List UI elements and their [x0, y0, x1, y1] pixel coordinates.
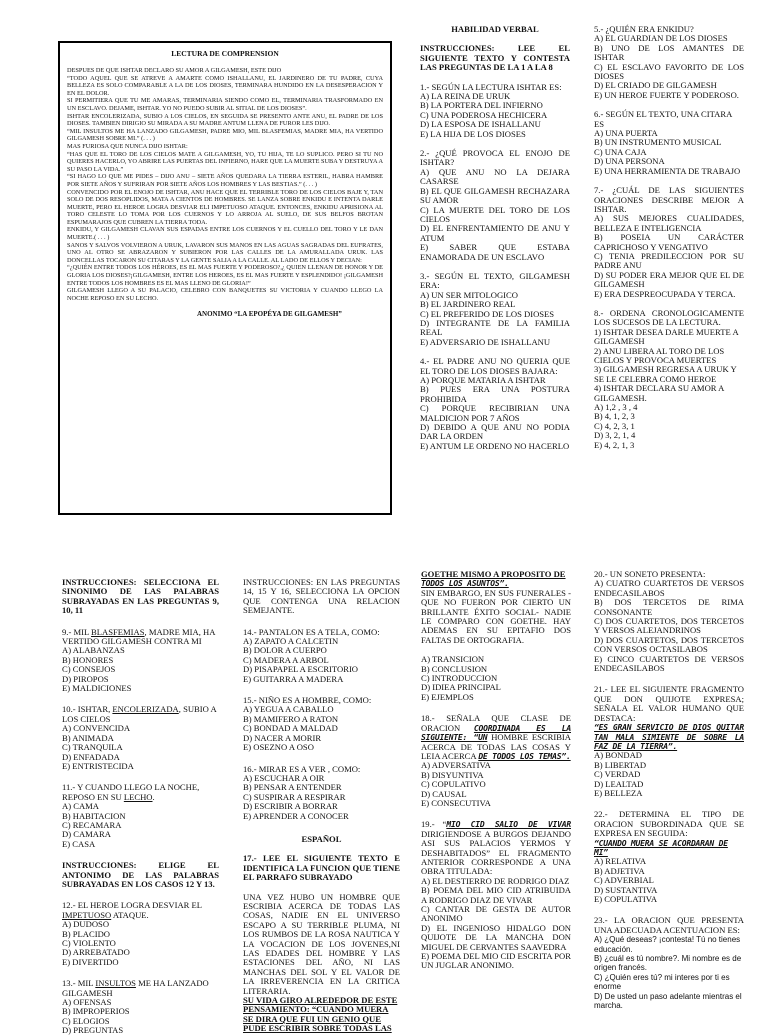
- question-18: 18.- SEÑALA QUE CLASE DE ORACION COORDINADA ES LA SIGUIENTE: “UN HOMBRE ESCRIBIA ACERCA DE TODAS LAS COSAS Y LEIA ACERCA DE TODOS LOS TEMAS”.: [421, 713, 571, 761]
- option: C) VERDAD: [594, 769, 641, 780]
- option: D) ENFADADA: [62, 751, 120, 762]
- underlined-word: ENCOLERIZADA: [112, 704, 179, 715]
- option: A) CAMA: [62, 801, 100, 812]
- question-8: 8.- ORDENA CRONOLOGICAMENTE LOS SUCESOS DE LA LECTURA.: [594, 307, 744, 328]
- option: B) LA PORTERA DEL INFIERNO: [420, 100, 543, 111]
- option: D) INTEGRANTE DE LA FAMILIA REAL: [420, 317, 570, 338]
- section-title: HABILIDAD VERBAL: [451, 24, 539, 34]
- question-21: 21.- LEE EL SIGUIENTE FRAGMENTO QUE DON QUIJOTE EXPRESA; SEÑALA EL VALOR HUMANO QUE DESTACA:: [594, 684, 744, 723]
- option: D) IDIEA PRINCIPAL: [421, 682, 501, 693]
- highlighted-phrase: MIO CID SALIO DE VIVAR: [446, 820, 571, 830]
- instructions: INSTRUCCIONES: SELECCIONA EL SINONIMO DE LAS PALABRAS SUBRAYADAS EN LAS PREGUNTAS 9, 10, 11: [62, 577, 219, 616]
- instructions: INSTRUCCIONES: LEE EL SIGUIENTE TEXTO Y CONTESTA LAS PREGUNTAS DE LA 1 A LA 8: [420, 43, 570, 73]
- option: E) CINCO CUARTETOS DE VERSOS ENDECASILABOS: [594, 653, 744, 674]
- option: C) UNA CAJA: [594, 146, 647, 157]
- reading-box: [58, 41, 392, 515]
- question-14: 14.- PANTALON ES A TELA, COMO:: [243, 626, 380, 637]
- option: A) TRANSICION: [421, 654, 485, 665]
- option: C) BONDAD A MALDAD: [243, 723, 338, 734]
- option: C) CANTAR DE GESTA DE AUTOR ANONIMO: [421, 904, 571, 924]
- question-4: 4.- EL PADRE ANU NO QUERIA QUE EL TORO DE LOS DIOSES BAJARA:: [420, 356, 570, 376]
- option: C) ELOGIOS: [62, 1015, 110, 1026]
- option: A) CUATRO CUARTETOS DE VERSOS ENDECASILABOS: [594, 578, 744, 598]
- option: B) UNO DE LOS AMANTES DE ISHTAR: [594, 42, 744, 63]
- question-1: 1.- SEGÚN LA LECTURA ISHTAR ES:: [420, 81, 562, 92]
- option: A) RELATIVA: [594, 856, 647, 867]
- option: A) DUDOSO: [62, 919, 110, 930]
- option: A) SUS MEJORES CUALIDADES, BELLEZA E INTELIGENCIA: [594, 213, 744, 233]
- option: B) MAMIFERO A RATON: [243, 713, 339, 724]
- question-22: 22.- DETERMINA EL TIPO DE ORACION SUBORDINADA QUE SE EXPRESA EN SEGUIDA:: [594, 809, 744, 839]
- reading-paragraph: “TODO AQUEL QUE SE ATREVE A AMARTE COMO ISHALLANU, EL JARDINERO DE TU PADRE, CUYA BELLEZA ES SOLO COMPARABLE A LA DE LOS DIOSES, TERMINARA HUNDIDO EN LA DESESPERACION Y EN EL DOLOR.: [67, 74, 383, 97]
- option: E) POEMA DEL MIO CID ESCRITA POR UN JUGLAR ANONIMO.: [421, 951, 571, 971]
- question-17-text-end: SIN EMBARGO, EN SUS FUNERALES - QUE NO FUERON POR CIERTO UN BRILLANTE ÉXITO SOCIAL- NADIE LE COMPARO CON GOETHE. HAY ADEMAS EN SU EPITAFIO DOS FALTAS DE ORTOGRAFIA.: [421, 587, 571, 645]
- option: B) HABITACION: [62, 810, 126, 821]
- option: C) LA MUERTE DEL TORO DE LOS CIELOS: [420, 204, 570, 224]
- option: C) COPULATIVO: [421, 779, 486, 790]
- underlined-line: PENSAMIENTO: “CUANDO MUERA: [243, 1004, 389, 1015]
- question-16: 16.- MIRAR ES A VER , COMO:: [243, 763, 361, 774]
- option: A) PORQUE MATARIA A ISHTAR: [420, 375, 546, 385]
- option: E) LA HIJA DE LOS DIOSES: [420, 128, 526, 139]
- option: B) POSEIA UN CARÁCTER CAPRICHOSO Y VENGATIVO: [594, 232, 744, 252]
- option: B) 4, 1, 2, 3: [594, 411, 635, 422]
- option: A) EL DESTIERRO DE RODRIGO DIAZ: [421, 875, 570, 886]
- question-20: 20.- UN SONETO PRESENTA:: [594, 569, 706, 579]
- option: E) UNA HERRAMIENTA DE TRABAJO: [594, 165, 741, 176]
- option: A) OFENSAS: [62, 997, 112, 1008]
- reading-paragraph: “MIL INSULTOS ME HA LANZADO GILGAMESH, PADRE MIO, MIL BLASFEMIAS, MADRE MIA, HA VERTIDO GILGAMESH SOBRE MI.” (. . . ): [67, 127, 383, 143]
- option: B) DISYUNTIVA: [421, 769, 484, 780]
- sequence-item: 4) ISHTAR DECLARA SU AMOR A GILGAMESH.: [594, 383, 724, 403]
- option: B) DOLOR A CUERPO: [243, 645, 327, 656]
- option: B) LIBERTAD: [594, 759, 647, 770]
- reading-paragraph: ENKIDU, Y GILGAMESH CLAVAN SUS ESPADAS ENTRE LOS CUERNOS Y EL CUELLO DEL TORO Y LE DAN MUERTE.( . . . ): [67, 226, 383, 242]
- option: E) SABER QUE ESTABA ENAMORADA DE UN ESCLAVO: [420, 242, 570, 262]
- option: E) ENTRISTECIDA: [62, 760, 134, 771]
- question-9: 9.- MIL BLASFEMIAS, MADRE MIA, HA VERTIDO GILGAMESH CONTRA MI: [62, 626, 215, 647]
- reading-paragraph: “HAS QUE EL TORO DE LOS CIELOS MATE A GILGAMESH, YO, TU HIJA, TE LO SUPLICO. PERO SI TU NO QUIERES HACERLO, YO ABRIRE LAS PUERTAS DEL INFIERNO, HARE QUE LA MUERTE SUBA Y DESTRUYA A SU PASO LA VIDA.”: [67, 150, 383, 173]
- option: C) ADVERBIAL: [594, 875, 654, 886]
- questions-17-19-column: [421, 570, 571, 971]
- option: D) SUSTANTIVA: [594, 884, 658, 895]
- question-19: 19.- “MIO CID SALIO DE VIVAR DIRIGIENDOSE A BURGOS DEJANDO ASI SUS PALACIOS YERMOS Y DESHABITADOS” EL FRAGMENTO ANTERIOR CORRESPONDE A UNA OBRA TITULADA:: [421, 819, 571, 877]
- option: A) ESCUCHAR A OIR: [243, 772, 325, 783]
- question-11: 11.- Y CUANDO LLEGO LA NOCHE, REPOSO EN SU LECHO.: [62, 782, 200, 802]
- questions-5-8-column: [594, 25, 744, 450]
- option: A) UN SER MITOLOGICO: [420, 289, 518, 300]
- option: C) CONSEJOS: [62, 664, 116, 675]
- option: B) CONCLUSION: [421, 663, 488, 674]
- option: A) QUE ANU NO LA DEJARA CASARSE: [420, 166, 570, 187]
- option: A) ALABANZAS: [62, 645, 125, 656]
- reading-paragraph: MAS FURIOSA QUE NUNCA DIJO ISHTAR:: [67, 142, 188, 150]
- option: A) ZAPATO A CALCETIN: [243, 636, 339, 647]
- option: C) ¿Quién eres tú? mi interes por ti es enorme: [594, 972, 730, 992]
- option: C) DOS CUARTETOS, DOS TERCETOS Y VERSOS ALEJANDRINOS: [594, 616, 744, 636]
- question-13: 13.- MIL INSULTOS ME HA LANZADO GILGAMESH: [62, 978, 209, 998]
- option: B) ¿cuál es tú nombre?. Mi nombre es de origen francés.: [594, 954, 742, 973]
- underlined-word: BLASFEMIAS: [91, 626, 145, 637]
- option: A) YEGUA A CABALLO: [243, 704, 334, 715]
- analogias-column: [243, 578, 400, 1034]
- option: A) LA REINA DE URUK: [420, 91, 511, 102]
- option: C) PORQUE RECIBIRIAN UNA MALDICION POR 7 AÑOS: [420, 403, 570, 423]
- option: E) EJEMPLOS: [421, 691, 474, 702]
- option: D) LA ESPOSA DE ISHALLANU: [420, 119, 541, 130]
- sequence-item: 2) ANU LIBERA AL TORO DE LOS CIELOS Y PROVOCA MUERTES: [594, 345, 725, 365]
- option: D) PIROPOS: [62, 673, 109, 684]
- option: E) COPULATIVA: [594, 894, 658, 904]
- reading-paragraph: “SI HAGO LO QUE ME PIDES – DIJO ANU – SIETE AÑOS QUEDARA LA TIERRA ESTERIL, HABRA HAMBRE POR SIETE AÑOS Y SUFRIRAN POR SIETE AÑOS LOS HOMBRES Y LAS BESTIAS.” (. . . ): [67, 173, 383, 188]
- reading-paragraph: “¿QUIÉN ENTRE TODOS LOS HÉROES, ES EL MAS FUERTE Y PODEROSO?,¿ QUIEN LLENAN DE HONOR Y DE GLORIA LOS DIOSES?¡GILGAMESH, ENTRE LOS HEROES, ES EL MAS FUERTE Y ESPLENDIDO! ¡GILGAMESH ENTRE TODOS LOS HOMBRES ES EL MAS LLENO DE GLORIA!”: [67, 264, 383, 287]
- reading-paragraph: CONVENCIDO POR EL ENOJO DE ISHTAR, ANU HACE QUE EL TERRIBLE TORO DE LOS CIELOS BAJE Y, TAN SOLO DE DOS RESOPLIDOS, MATA A CIENTOS DE HOMBRES. SE LANZA SOBRE ENKIDU E INTENTA DARLE MUERTE, PERO EL HEROE LOGRA DESVIAR ELI IMPETUOSO ATAQUE. ENTONCES, ENKIDU APRISIONA AL TORO CELESTE LO TOMA POR LOS CUERNOS Y LO ARROJA AL SUELO, DE SUS BELFOS BROTAN ESPUMARAJOS QUE CUBREN LA TIERRA TODA.: [67, 188, 383, 226]
- option: B) PUES ERA UNA POSTURA PROHIBIDA: [420, 384, 570, 404]
- option: B) HONORES: [62, 654, 114, 665]
- option: D) EL CRIADO DE GILGAMESH: [594, 80, 717, 91]
- option: D) PREGUNTAS: [62, 1025, 124, 1036]
- option: B) DOS TERCETOS DE RIMA CONSONANTE: [594, 597, 744, 617]
- question-17-text: UNA VEZ HUBO UN HOMBRE QUE ESCRIBIA ACERCA DE TODAS LAS COSAS, NADIE EN EL UNIVERSO ESCAPO A SU TERRIBLE PLUMA, NI LOS RUMBOS DE LA ROSA NAUTICA Y LA VOCACION DE LOS JOVENES,NI LAS EDADES DEL HOMBRE Y LAS ESTACIONES DEL AÑO, NI LAS MANCHAS DEL SOL Y EL VALOR DE LA IRREVERENCIA EN LA CRITICA LITERARIA.: [243, 891, 400, 996]
- option: B) EL JARDINERO REAL: [420, 299, 516, 310]
- option: A) ADVERSATIVA: [421, 760, 491, 771]
- option: E) CASA: [62, 838, 96, 849]
- option: E) BELLEZA: [594, 787, 643, 798]
- option: B) UN INSTRUMENTO MUSICAL: [594, 137, 722, 148]
- option: D) EL INGENIOSO HIDALGO DON QUIJOTE DE LA MANCHA DON MIGUEL DE CERVANTES SAAVEDRA: [421, 922, 571, 952]
- option: D) LEALTAD: [594, 778, 644, 789]
- section-title: ESPAÑOL: [301, 833, 342, 844]
- reading-title: LECTURA DE COMPRENSION: [171, 49, 279, 58]
- option: C) RECAMARA: [62, 819, 122, 830]
- option: D) CAMARA: [62, 829, 111, 840]
- option: E) OSEZNO A OSO: [243, 742, 314, 753]
- option: E) CONSECUTIVA: [421, 797, 491, 808]
- underlined-line: GOETHE MISMO A PROPOSITO DE: [421, 569, 566, 579]
- option: E) MALDICIONES: [62, 683, 132, 694]
- question-10: 10.- ISHTAR, ENCOLERIZADA, SUBIO A LOS CIELOS: [62, 704, 217, 724]
- option: C) TENIA PREDILECCION POR SU PADRE ANU: [594, 250, 744, 271]
- questions-20-23-column: [594, 570, 744, 1010]
- option: A) ¿Qué deseas? ¡contesta! Tú no tienes educación.: [594, 935, 741, 954]
- option: B) EL QUE GILGAMESH RECHAZARA SU AMOR: [420, 185, 570, 206]
- option: A) 1,2 , 3 , 4: [594, 402, 638, 413]
- option: C) TRANQUILA: [62, 742, 123, 753]
- underlined-word: LECHO: [123, 791, 153, 802]
- option: C) UNA PODEROSA HECHICERA: [420, 109, 548, 120]
- option: C) VIOLENTO: [62, 938, 116, 948]
- option: B) PENSAR A ENTENDER: [243, 782, 342, 793]
- question-7: 7.- ¿CUÁL DE LAS SIGUIENTES ORACIONES DESCRIBE MEJOR A ISHTAR.: [594, 185, 744, 214]
- option: A) UNA PUERTA: [594, 128, 658, 139]
- instructions: INSTRUCCIONES: ELIGE EL ANTONIMO DE LAS PALABRAS SUBRAYADAS EN LOS CASOS 12 Y 13.: [62, 860, 219, 889]
- option: B) ANIMADA: [62, 732, 114, 743]
- option: B) PLACIDO: [62, 928, 110, 939]
- underlined-line: SE DIRA QUE FUI UN GENIO QUE: [243, 1013, 381, 1024]
- sinonimos-column: [62, 578, 219, 1036]
- option: E) ERA DESPREOCUPADA Y TERCA.: [594, 288, 736, 299]
- option: E) APRENDER A CONOCER: [243, 810, 349, 821]
- habilidad-column: [420, 25, 570, 451]
- option: B) POEMA DEL MIO CID ATRIBUIDA A RODRIGO DIAZ DE VIVAR: [421, 885, 571, 905]
- sequence-item: 3) GILGAMESH REGRESA A URUK Y SE LE CELEBRA COMO HEROE: [594, 364, 737, 384]
- highlighted-phrase: “ES GRAN SERVICIO DE DIOS QUITAR TAN MALA SIMIENTE DE SOBRE LA FAZ DE LA TIERRA”.: [594, 723, 744, 751]
- option: D) ARREBATADO: [62, 947, 130, 958]
- question-2: 2.- ¿QUÉ PROVOCA EL ENOJO DE ISHTAR?: [420, 148, 570, 168]
- option: A) BONDAD: [594, 750, 642, 761]
- underlined-line: TODOS LOS ASUNTOS”.: [421, 579, 509, 589]
- question-17: 17.- LEE EL SIGUIENTE TEXTO E IDENTIFICA LA FUNCION QUE TIENE EL PARRAFO SUBRAYADO: [243, 853, 400, 883]
- option: E) UN HEROE FUERTE Y PODEROSO.: [594, 89, 739, 100]
- option: C) 4, 2, 3, 1: [594, 420, 635, 431]
- option: C) EL ESCLAVO FAVORITO DE LOS DIOSES: [594, 61, 744, 82]
- option: D) DEBIDO A QUE ANU NO PODIA DAR LA ORDEN: [420, 422, 570, 442]
- option: E) GUITARRA A MADERA: [243, 673, 344, 684]
- question-15: 15.- NIÑO ES A HOMBRE, COMO:: [243, 695, 372, 706]
- question-3: 3.- SEGÚN EL TEXTO, GILGAMESH ERA:: [420, 270, 570, 291]
- underlined-line: SU VIDA GIRO ALREDEDOR DE ESTE: [243, 995, 398, 1006]
- option: D) UNA PERSONA: [594, 156, 665, 167]
- underlined-word: INSULTOS: [95, 978, 136, 989]
- question-5: 5.- ¿QUIÉN ERA ENKIDU?: [594, 24, 694, 34]
- underlined-line: PUDE ESCRIBIR SOBRE TODAS LAS: [243, 1023, 392, 1034]
- option: D) CAUSAL: [421, 788, 467, 799]
- option: E) DIVERTIDO: [62, 956, 119, 967]
- option: C) INTRODUCCION: [421, 673, 498, 684]
- reading-paragraph: SANOS Y SALVOS VOLVIERON A URUK, LAVARON SUS MANOS EN LAS AGUAS SAGRADAS DEL EUFRATES, UNO AL OTRO SE ABRAZARON Y SUBIERON POR LAS CALLES DE LA AMURALLADA URUK. LAS DONCELLAS TOCARON SU CITARAS Y LA GENTE SALIA A LA CALLE. AL LADO DE ELLOS Y DECIAN:: [67, 241, 383, 264]
- option: B) ADJETIVA: [594, 865, 645, 876]
- reading-paragraph: GILGAMESH LLEGO A SU PALACIO, CELEBRO CON BANQUETES SU VICTORIA Y CUANDO LLEGO LA NOCHE REPOSO EN SU LECHO.: [67, 287, 383, 302]
- option: D) PISAPAPEL A ESCRITORIO: [243, 664, 359, 675]
- option: D) SU PODER ERA MEJOR QUE EL DE GILGAMESH: [594, 269, 744, 290]
- option: E) ANTUM LE ORDENO NO HACERLO: [420, 440, 570, 451]
- option: D) ESCRIBIR A BORRAR: [243, 801, 338, 812]
- option: D) De usted un paso adelante mientras el marcha.: [594, 991, 742, 1011]
- reading-paragraph: DESPUES DE QUE ISHTAR DECLARO SU AMOR A GILGAMESH, ESTE DIJO: [67, 67, 282, 74]
- option: C) EL PREFERIDO DE LOS DIOSES: [420, 308, 555, 319]
- question-6: 6.- SEGÚN EL TEXTO, UNA CITARA ES: [594, 109, 732, 129]
- instructions: INSTRUCCIONES: EN LAS PREGUNTAS 14, 15 Y 16, SELECCIONA LA OPCION QUE CONTENGA UNA RELACION SEMEJANTE.: [243, 577, 400, 616]
- option: C) SUSPIRAR A RESPIRAR: [243, 791, 346, 802]
- option: B) IMPROPERIOS: [62, 1006, 130, 1017]
- option: C) MADERA A ARBOL: [243, 654, 329, 665]
- option: D) EL ENFRENTAMIENTO DE ANU Y ATUM: [420, 223, 570, 243]
- option: E) 4, 2, 1, 3: [594, 439, 635, 450]
- option: D) 3, 2, 1, 4: [594, 430, 636, 441]
- question-23: 23.- LA ORACION QUE PRESENTA UNA ADECUADA ACENTUACION ES:: [594, 915, 744, 935]
- highlighted-phrase: DE TODOS LOS TEMAS”.: [478, 751, 571, 761]
- option: A) EL GUARDIAN DE LOS DIOSES: [594, 33, 728, 44]
- highlighted-phrase: COORDINADA ES LA SIGUIENTE: “UN: [421, 723, 571, 743]
- reading-paragraph: SI PERMITIERA QUE TU ME AMARAS, TERMINARIA SIENDO COMO EL, TERMINARIA TRASFORMADO EN UN ESCLAVO. DEJAME, ISHTAR. YO NO PUEDO SUBIR AL SITIAL DE LOS DIOSES”.: [67, 97, 383, 112]
- reading-paragraph: ISHTAR ENCOLERIZADA, SUBIO A LOS CIELOS, EN SEGUIDA SE PRESENTO ANTE ANU, EL PADRE DE LOS DIOSES. TAMBIEN DIRIGIO SU MIRADA A SU MADRE ANTUM LLENA DE FUROR LES DIJO.: [67, 112, 383, 128]
- highlighted-phrase: “CUANDO MUERA SE ACORDARAN DE MI”: [594, 838, 728, 857]
- underlined-word: IMPETUOSO: [62, 909, 112, 920]
- option: E) ADVERSARIO DE ISHALLANU: [420, 336, 551, 347]
- option: D) DOS CUARTETOS, DOS TERCETOS CON VERSOS OCTASILABOS: [594, 634, 744, 655]
- question-12: 12.- EL HEROE LOGRA DESVIAR EL IMPETUOSO ATAQUE.: [62, 900, 202, 920]
- option: D) NACER A MORIR: [243, 732, 322, 743]
- reading-author: ANONIMO “LA EPOPÉYA DE GILGAMESH”: [197, 310, 342, 319]
- option: A) CONVENCIDA: [62, 723, 131, 734]
- sequence-item: 1) ISHTAR DESEA DARLE MUERTE A GILGAMESH: [594, 326, 739, 347]
